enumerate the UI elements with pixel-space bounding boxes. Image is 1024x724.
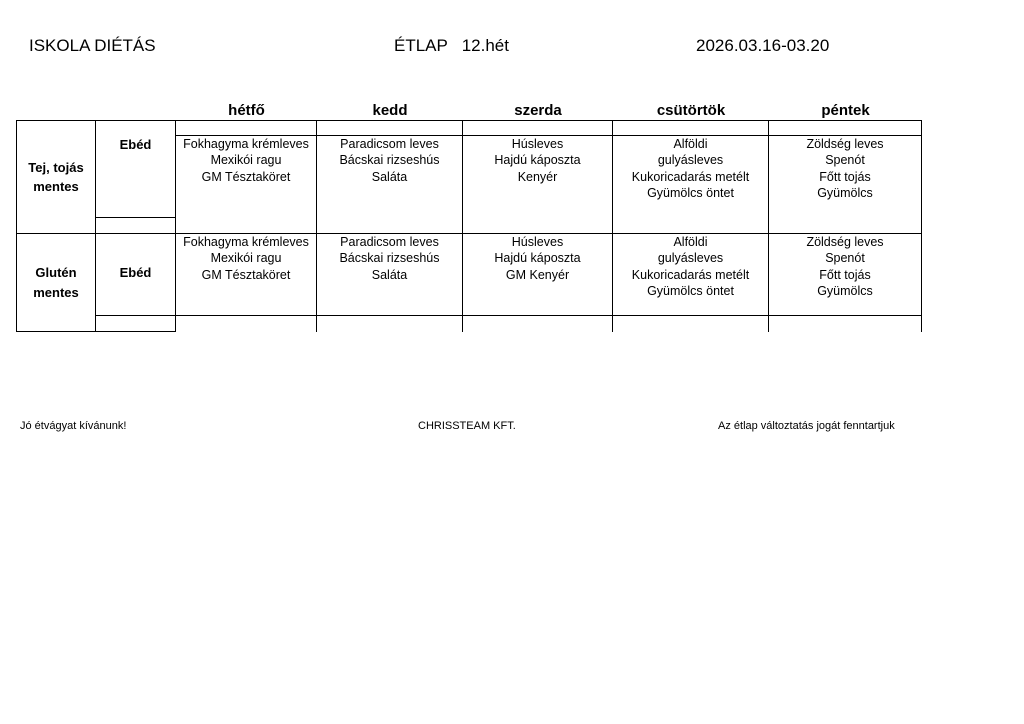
dish: Húsleves — [511, 137, 564, 151]
empty-cell — [769, 120, 922, 136]
menu-cell-wednesday — [463, 136, 613, 234]
group-label-line1: Glutén — [35, 265, 77, 280]
school-title: ISKOLA DIÉTÁS — [29, 36, 156, 55]
dish: Gyümölcs — [817, 185, 873, 200]
empty-cell — [613, 120, 769, 136]
empty-cell — [96, 316, 176, 332]
dish: Hajdú káposzta — [494, 153, 581, 168]
dish: Hajdú káposzta — [494, 251, 581, 266]
empty-cell — [176, 316, 317, 332]
empty-cell — [463, 316, 613, 332]
dish: Kukoricadarás metélt — [631, 169, 750, 184]
date-range: 2026.03.16-03.20 — [696, 36, 830, 55]
group-label-line1: Tej, tojás — [28, 159, 84, 175]
dish: GM Tésztaköret — [201, 267, 291, 282]
dish: Kukoricadarás metélt — [631, 267, 750, 282]
dish: GM Tésztaköret — [201, 169, 291, 184]
empty-cell — [96, 218, 176, 234]
dish: Paradicsom leves — [340, 137, 439, 151]
footer-greeting: Jó étvágyat kívánunk! — [20, 420, 127, 432]
dish: Húsleves — [511, 235, 564, 249]
dish: Gyümölcs öntet — [647, 283, 734, 298]
group-label-gluten-free — [16, 234, 96, 332]
group-label-line2: mentes — [33, 284, 79, 300]
dish: Gyümölcs — [817, 283, 873, 298]
meal-label: Ebéd — [96, 120, 176, 218]
group-label-dairy-egg-free — [16, 120, 96, 234]
dish: Saláta — [371, 267, 408, 282]
dish: Főtt tojás — [819, 169, 871, 184]
footer-disclaimer: Az étlap változtatás jogát fenntartjuk — [718, 420, 895, 432]
dish: Bácskai rizseshús — [339, 153, 440, 168]
footer-company: CHRISSTEAM KFT. — [418, 420, 516, 432]
empty-cell — [176, 120, 317, 136]
menu-cell-thursday — [613, 234, 769, 316]
dish: Főtt tojás — [819, 267, 871, 282]
menu-title: ÉTLAP 12.hét — [394, 36, 509, 55]
dish: Mexikói ragu — [210, 153, 282, 168]
empty-cell — [613, 316, 769, 332]
dish: Spenót — [825, 251, 865, 266]
day-header-thursday: csütörtök — [656, 102, 726, 119]
dish: Zöldség leves — [806, 137, 884, 151]
dish: Paradicsom leves — [340, 235, 439, 249]
day-header-row — [176, 102, 922, 119]
menu-cell-monday — [176, 234, 317, 316]
menu-cell-monday — [176, 136, 317, 234]
dish: Saláta — [371, 169, 408, 184]
dish: Gyümölcs öntet — [647, 185, 734, 200]
dish: GM Kenyér — [505, 267, 570, 282]
dish: Alföldi — [673, 137, 708, 151]
dish: Spenót — [825, 153, 865, 168]
menu-cell-thursday — [613, 136, 769, 234]
meal-label: Ebéd — [96, 234, 176, 316]
day-header-wednesday: szerda — [514, 102, 562, 119]
menu-table — [16, 120, 922, 332]
empty-cell — [769, 316, 922, 332]
dish: Bácskai rizseshús — [339, 251, 440, 266]
day-header-friday: péntek — [821, 102, 870, 119]
dish: Fokhagyma krémleves — [183, 235, 309, 249]
empty-cell — [317, 120, 463, 136]
menu-cell-friday — [769, 136, 922, 234]
dish: gulyásleves — [657, 251, 724, 266]
empty-cell — [463, 120, 613, 136]
menu-cell-friday — [769, 234, 922, 316]
menu-cell-tuesday — [317, 234, 463, 316]
dish: Alföldi — [673, 235, 708, 249]
day-header-monday: hétfő — [228, 102, 265, 119]
menu-cell-wednesday — [463, 234, 613, 316]
empty-cell — [317, 316, 463, 332]
group-label-line2: mentes — [33, 179, 79, 194]
dish: Zöldség leves — [806, 235, 884, 249]
dish: Kenyér — [517, 169, 558, 184]
day-header-tuesday: kedd — [372, 102, 408, 119]
dish: Fokhagyma krémleves — [183, 137, 309, 151]
dish: gulyásleves — [657, 153, 724, 168]
menu-cell-tuesday — [317, 136, 463, 234]
dish: Mexikói ragu — [210, 251, 282, 266]
